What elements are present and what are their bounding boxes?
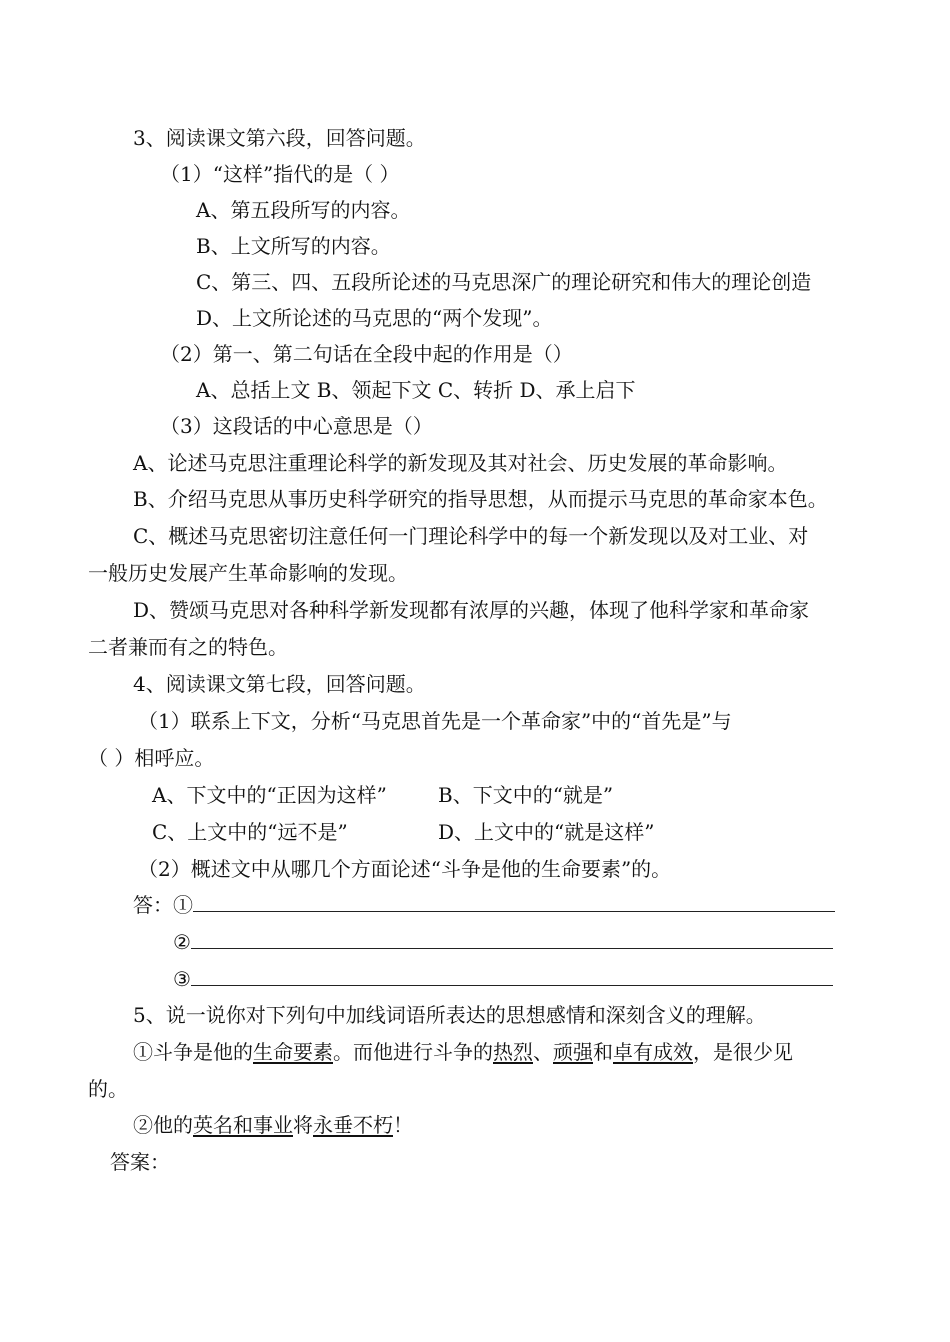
q4-1-option-d: D、上文中的“就是这样” — [438, 820, 655, 844]
q5-1-text-5: ，是很少见 — [693, 1040, 793, 1064]
q3-2-options: A、总括上文 B、领起下文 C、转折 D、承上启下 — [196, 378, 636, 402]
q4-1-option-a: A、下文中的“正因为这样” — [152, 783, 387, 807]
q3-1-option-b: B、上文所写的内容。 — [196, 234, 391, 258]
q3-1-option-d: D、上文所论述的马克思的“两个发现”。 — [196, 306, 553, 330]
q5-sentence-2 — [133, 1112, 413, 1138]
q5-1-underlined-1: 生命要素 — [253, 1040, 333, 1064]
q3-3-option-c-line2: 一般历史发展产生革命影响的发现。 — [88, 561, 408, 585]
q5-sentence-1-cont: 的。 — [88, 1077, 128, 1101]
q5-2-text-3: ！ — [393, 1113, 413, 1137]
q5-1-underlined-4: 卓有成效 — [613, 1040, 693, 1064]
answer-line-1[interactable] — [133, 892, 835, 918]
answer-blank-3[interactable] — [191, 967, 833, 986]
q3-2-stem: （2）第一、第二句话在全段中起的作用是（） — [160, 342, 573, 366]
q3-1-option-a: A、第五段所写的内容。 — [196, 198, 411, 222]
q3-1-stem: （1）“这样”指代的是（ ） — [160, 162, 400, 186]
q5-title: 5、说一说你对下列句中加线词语所表达的思想感情和深刻含义的理解。 — [133, 1003, 766, 1027]
answer-marker-3: ③ — [173, 967, 191, 991]
q3-3-option-c-line1: C、概述马克思密切注意任何一门理论科学中的每一个新发现以及对工业、对 — [133, 524, 809, 548]
q3-1-option-c: C、第三、四、五段所论述的马克思深广的理论研究和伟大的理论创造 — [196, 270, 812, 294]
q5-2-text-2: 将 — [293, 1113, 313, 1137]
q5-sentence-1 — [133, 1039, 793, 1065]
answer-blank-2[interactable] — [191, 930, 833, 949]
q5-1-text-3: 、 — [533, 1040, 553, 1064]
answer-line-2[interactable] — [173, 929, 833, 955]
q3-3-stem: （3）这段话的中心意思是（） — [160, 414, 433, 438]
q5-1-underlined-3: 顽强 — [553, 1040, 593, 1064]
q5-1-text-1: ①斗争是他的 — [133, 1040, 253, 1064]
q4-1-option-b: B、下文中的“就是” — [438, 783, 614, 807]
answer-label: 答： — [133, 893, 173, 917]
q5-1-text-4: 和 — [593, 1040, 613, 1064]
answer-line-3[interactable] — [173, 966, 833, 992]
answer-marker-2: ② — [173, 930, 191, 954]
q4-1-option-c: C、上文中的“远不是” — [152, 820, 348, 844]
q5-2-underlined-2: 永垂不朽 — [313, 1113, 393, 1137]
q5-1-underlined-2: 热烈 — [493, 1040, 533, 1064]
q4-2-stem: （2）概述文中从哪几个方面论述“斗争是他的生命要素”的。 — [138, 857, 672, 881]
q3-3-option-d-line1: D、赞颂马克思对各种科学新发现都有浓厚的兴趣，体现了他科学家和革命家 — [133, 598, 810, 622]
q3-3-option-b: B、介绍马克思从事历史科学研究的指导思想，从而提示马克思的革命家本色。 — [133, 487, 828, 511]
q5-answer-label: 答案： — [110, 1150, 170, 1174]
q3-3-option-d-line2: 二者兼而有之的特色。 — [88, 635, 288, 659]
answer-blank-1[interactable] — [193, 893, 835, 912]
answer-marker-1: ① — [173, 893, 193, 917]
q5-2-underlined-1: 英名和事业 — [193, 1113, 293, 1137]
q3-3-option-a: A、论述马克思注重理论科学的新发现及其对社会、历史发展的革命影响。 — [133, 451, 788, 475]
q4-title: 4、阅读课文第七段，回答问题。 — [133, 672, 426, 696]
q4-1-stem-line2: （ ）相呼应。 — [88, 746, 215, 770]
q3-title: 3、阅读课文第六段，回答问题。 — [133, 126, 426, 150]
q4-1-stem-line1: （1）联系上下文，分析“马克思首先是一个革命家”中的“首先是”与 — [138, 709, 732, 733]
q5-2-text-1: ②他的 — [133, 1113, 193, 1137]
q5-1-text-2: 。而他进行斗争的 — [333, 1040, 493, 1064]
